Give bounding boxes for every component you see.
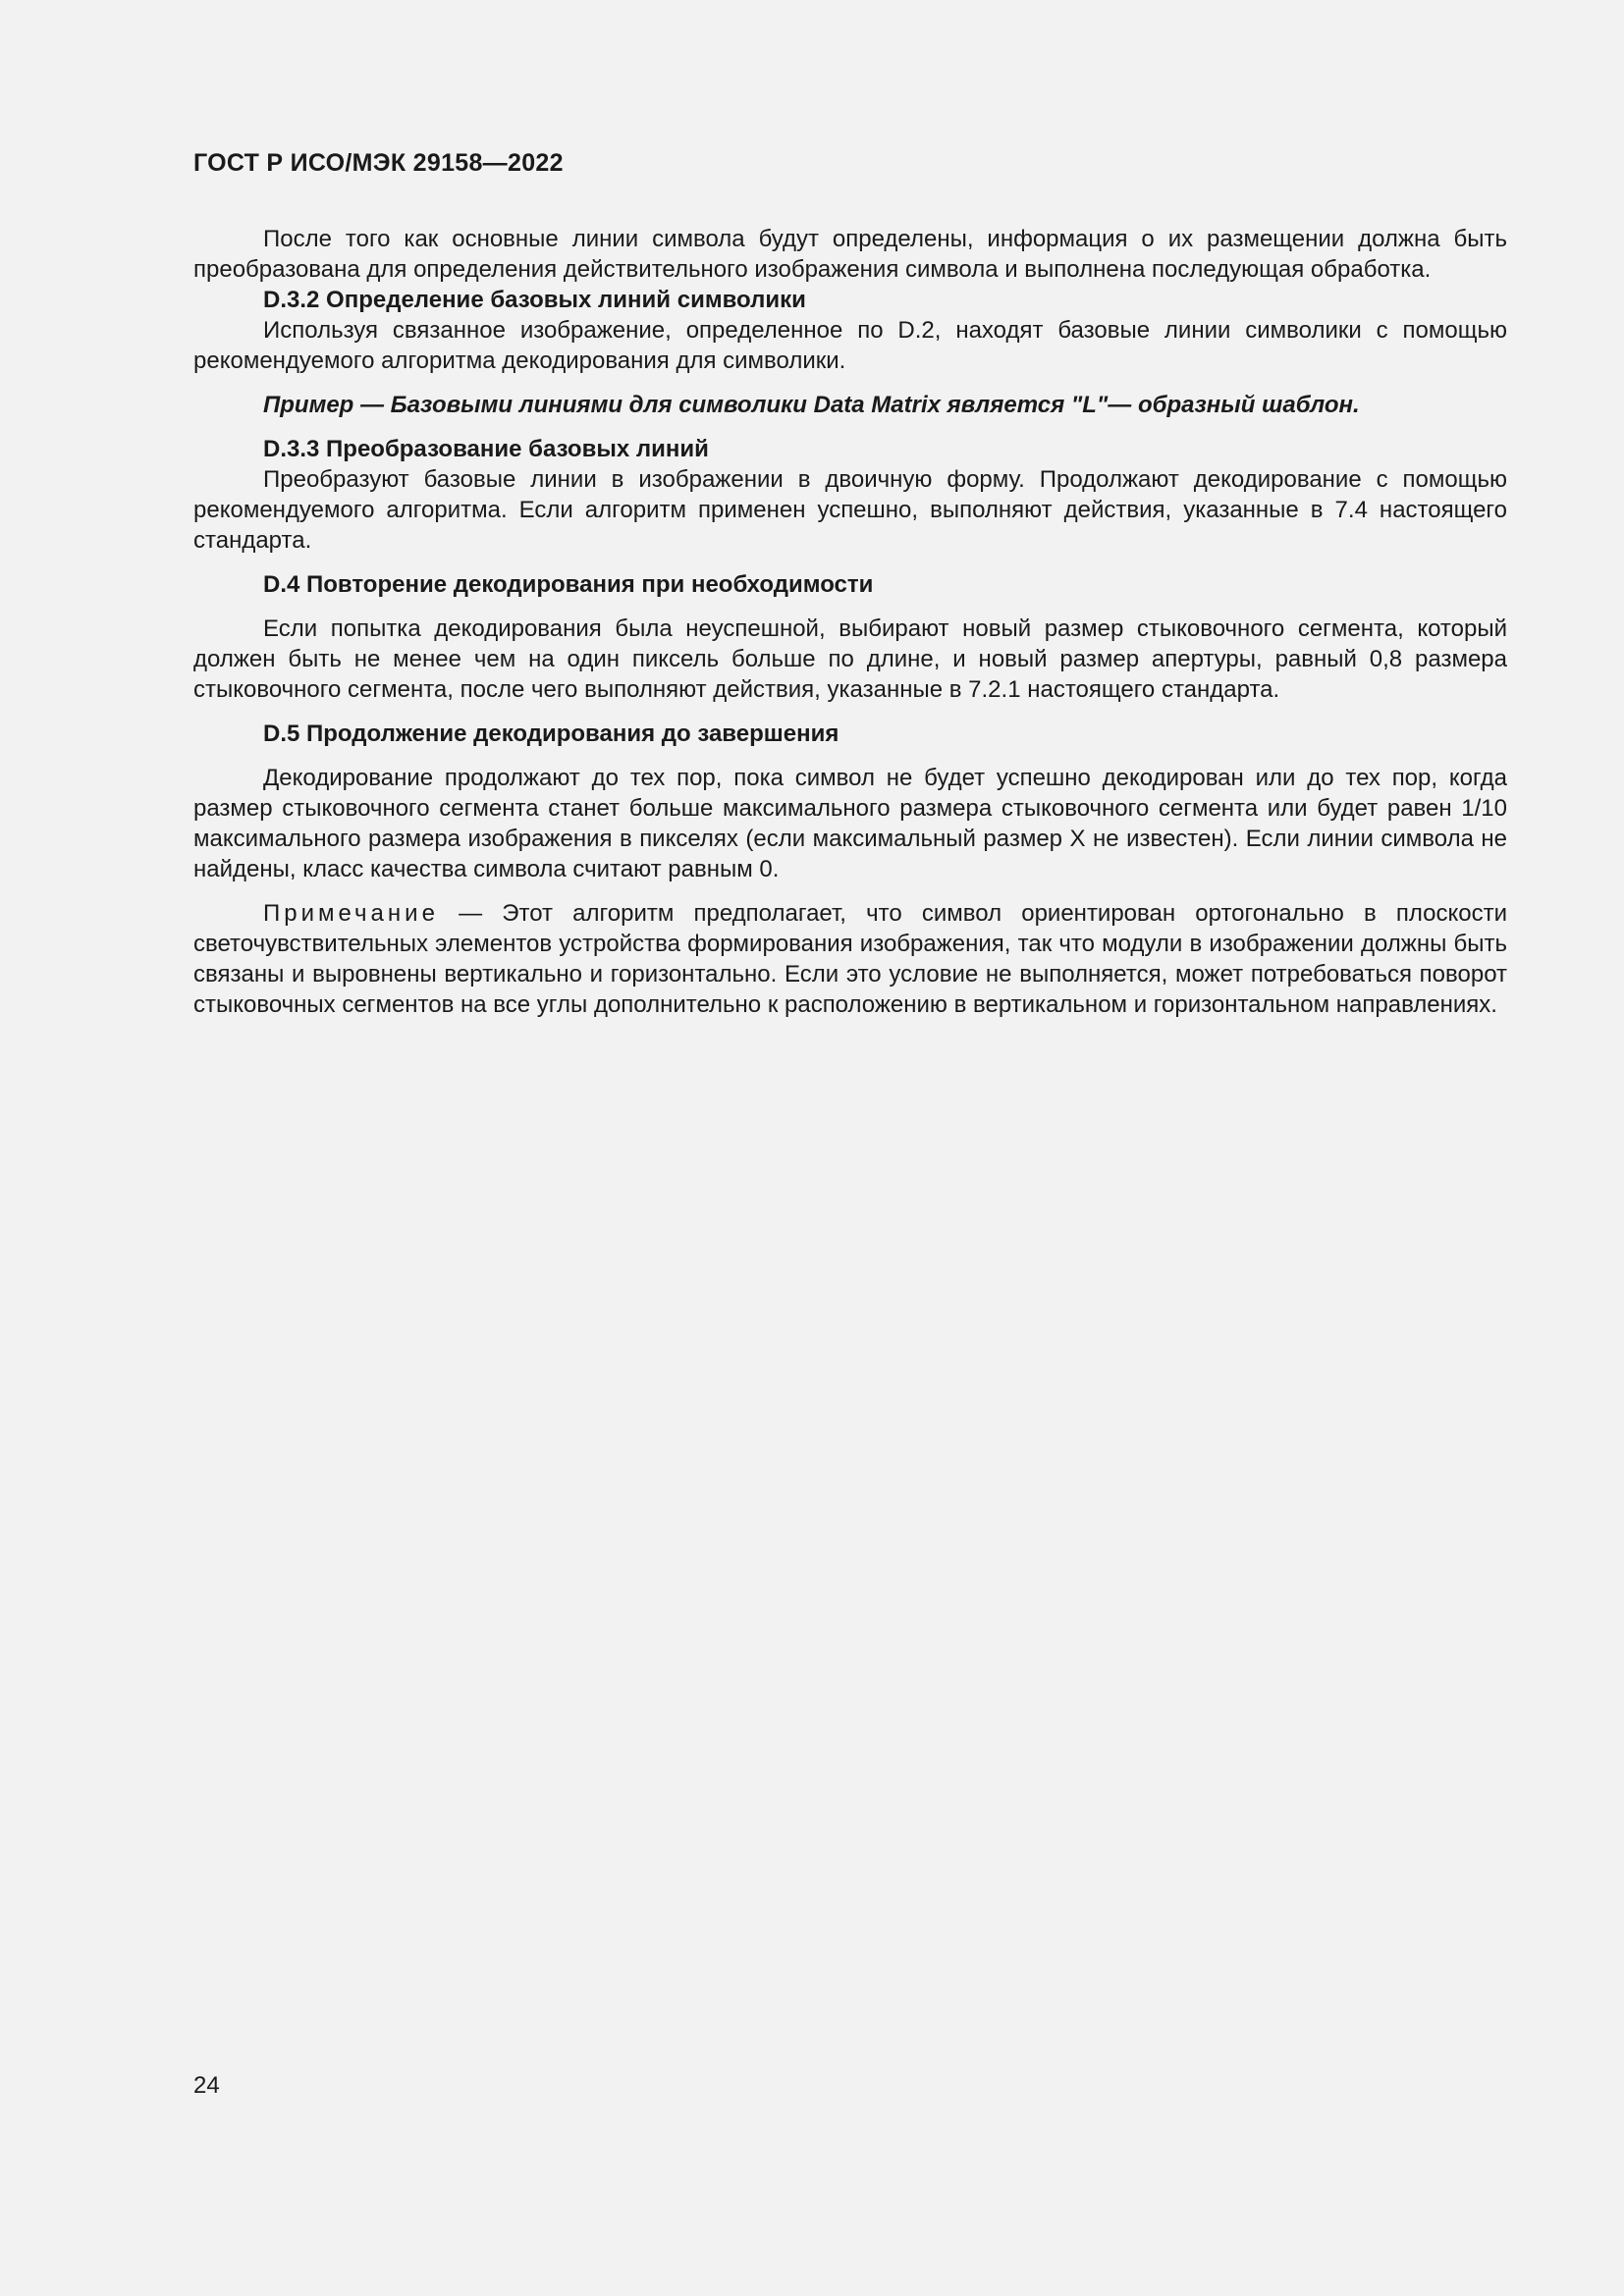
section-d32-text: Используя связанное изображение, определенное по D.2, находят базовые линии символики с помощью рекомендуемого алгоритма декодирования для символики. xyxy=(193,317,1507,374)
section-d5-heading: D.5 Продолжение декодирования до завершения xyxy=(263,721,839,747)
example-paragraph: Пример — Базовыми линиями для символики Data Matrix является "L"— образный шаблон. xyxy=(263,392,1360,418)
section-d32-heading: D.3.2 Определение базовых линий символики xyxy=(263,287,806,313)
section-d4-heading: D.4 Повторение декодирования при необходимости xyxy=(263,571,874,598)
page-body xyxy=(193,224,1507,1020)
note-text: — Этот алгоритм предполагает, что символ ориентирован ортогонально в плоскости светочувствительных элементов устройства формирования изображения, так что модули в изображении должны быть связаны и выровнены вертикально и горизонтально. Если это условие не выполняется, может потребоваться поворот стыковочных сегментов на все углы дополнительно к расположению в вертикальном и горизонтальном направлениях. xyxy=(193,900,1507,1018)
page-number: 24 xyxy=(193,2072,220,2099)
section-d5-text: Декодирование продолжают до тех пор, пока символ не будет успешно декодирован или до тех пор, когда размер стыковочного сегмента станет больше максимального размера стыковочного сегмента или будет равен 1/10 максимального размера изображения в пикселях (если максимальный размер X не известен). Если линии символа не найдены, класс качества символа считают равным 0. xyxy=(193,765,1507,882)
note-label: Примечание xyxy=(263,900,439,927)
intro-paragraph: После того как основные линии символа будут определены, информация о их размещении должна быть преобразована для определения действительного изображения символа и выполнена последующая обработка. xyxy=(193,226,1507,283)
standard-header: ГОСТ Р ИСО/МЭК 29158—2022 xyxy=(193,149,564,177)
section-d4-text: Если попытка декодирования была неуспешной, выбирают новый размер стыковочного сегмента, который должен быть не менее чем на один пиксель больше по длине, и новый размер апертуры, равный 0,8 размера стыковочного сегмента, после чего выполняют действия, указанные в 7.2.1 настоящего стандарта. xyxy=(193,615,1507,703)
section-d33-text: Преобразуют базовые линии в изображении в двоичную форму. Продолжают декодирование с помощью рекомендуемого алгоритма. Если алгоритм применен успешно, выполняют действия, указанные в 7.4 настоящего стандарта. xyxy=(193,466,1507,554)
section-d33-heading: D.3.3 Преобразование базовых линий xyxy=(263,436,709,462)
note-paragraph xyxy=(193,898,1507,1020)
